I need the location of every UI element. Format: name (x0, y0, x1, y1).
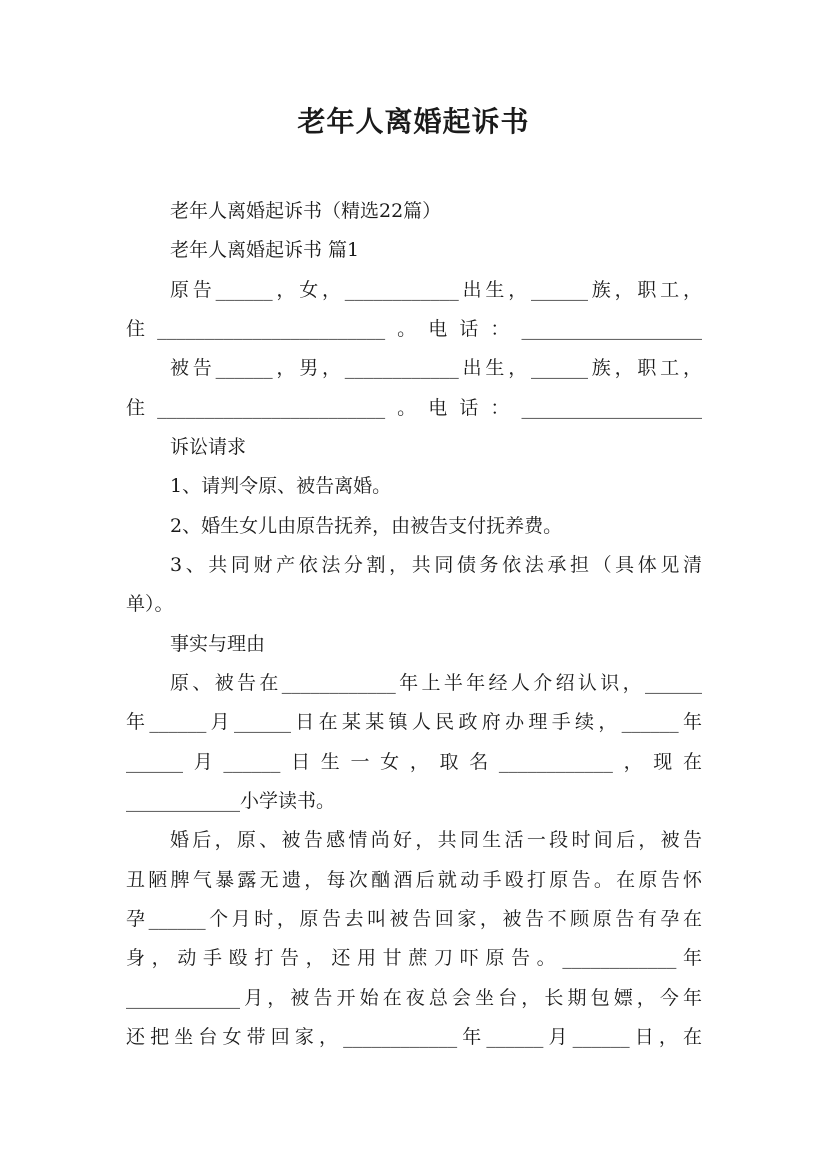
defendant-line: 被告______，男，____________出生，______族，职工， (170, 357, 702, 379)
plaintiff-line: 原告______，女，____________出生，______族，职工， (170, 279, 702, 301)
body-line: 孕______个月时，原告去叫被告回家，被告不顾原告有孕在 (126, 908, 702, 930)
document-subtitle: 老年人离婚起诉书（精选22篇） (170, 200, 442, 222)
claim-item: 1、请判令原、被告离婚。 (170, 475, 392, 497)
section-heading: 老年人离婚起诉书 篇1 (170, 239, 360, 261)
plaintiff-address-line: 住________________________。电话：___________________ (126, 318, 702, 340)
claims-heading: 诉讼请求 (170, 436, 247, 458)
document-title: 老年人离婚起诉书 (297, 105, 530, 138)
body-line: ____________月，被告开始在夜总会坐台，长期包嫖，今年 (126, 987, 702, 1009)
body-line: 身，动手殴打告，还用甘蔗刀吓原告。____________年 (126, 947, 702, 969)
facts-heading: 事实与理由 (170, 633, 266, 655)
body-line: 丑陋脾气暴露无遗，每次酗酒后就动手殴打原告。在原告怀 (126, 869, 702, 891)
claim-item-continued: 单）。 (126, 593, 174, 615)
body-line: 婚后，原、被告感情尚好，共同生活一段时间后，被告 (170, 829, 702, 851)
defendant-address-line: 住________________________。电话：___________________ (126, 397, 702, 419)
body-line: 年______月______日在某某镇人民政府办理手续，______年 (126, 711, 702, 733)
body-line: ______月______日生一女，取名____________，现在 (126, 751, 702, 773)
body-line: 原、被告在____________年上半年经人介绍认识，______ (170, 672, 702, 694)
claim-item: 2、婚生女儿由原告抚养，由被告支付抚养费。 (170, 515, 563, 537)
body-line: ____________小学读书。 (126, 790, 336, 812)
body-line: 还把坐台女带回家，____________年______月______日，在 (126, 1026, 702, 1048)
claim-item: 3、共同财产依法分割，共同债务依法承担（具体见清 (170, 554, 702, 576)
